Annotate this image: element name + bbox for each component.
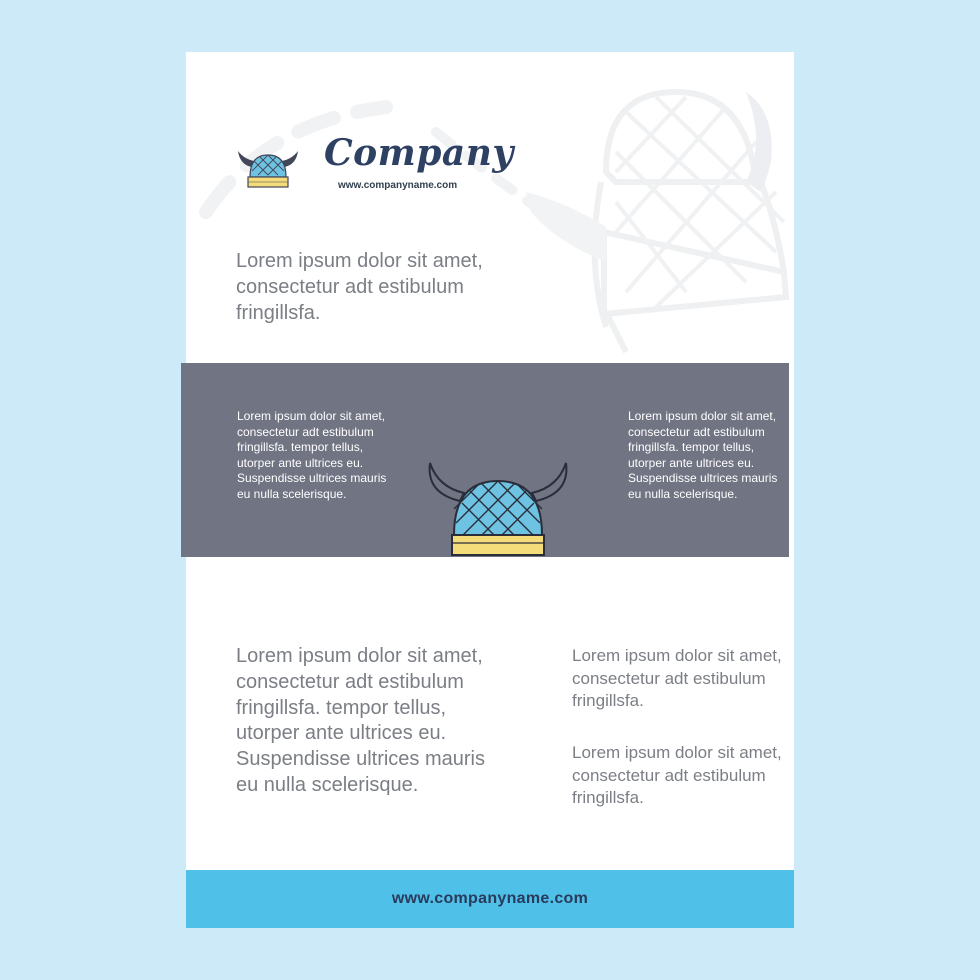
- body-paragraph-left: Lorem ipsum dolor sit amet, consectetur adt estibulum fringillsfa. tempor tellus, utorper ante ultrices eu. Suspendisse ultrices mauris eu nulla scelerisque.: [236, 645, 485, 796]
- body-paragraph-right-2: Lorem ipsum dolor sit amet, consectetur adt estibulum fringillsfa.: [572, 743, 782, 807]
- intro-paragraph: Lorem ipsum dolor sit amet, consectetur adt estibulum fringillsfa.: [236, 250, 483, 324]
- feature-band: [181, 363, 789, 557]
- body-paragraph-right-1: Lorem ipsum dolor sit amet, consectetur adt estibulum fringillsfa.: [572, 646, 782, 710]
- band-paragraph-right: Lorem ipsum dolor sit amet, consectetur adt estibulum fringillsfa. tempor tellus, utorper ante ultrices eu. Suspendisse ultrices mauris eu nulla scelerisque.: [628, 409, 778, 501]
- band-paragraph-left: Lorem ipsum dolor sit amet, consectetur adt estibulum fringillsfa. tempor tellus, utorper ante ultrices eu. Suspendisse ultrices mauris eu nulla scelerisque.: [237, 409, 387, 501]
- company-name: Company: [324, 132, 514, 174]
- viking-helmet-icon: [236, 147, 300, 189]
- company-url: www.companyname.com: [338, 180, 458, 191]
- footer-url[interactable]: www.companyname.com: [391, 890, 589, 907]
- footer-bar: [186, 870, 794, 928]
- viking-helmet-icon: [426, 459, 570, 557]
